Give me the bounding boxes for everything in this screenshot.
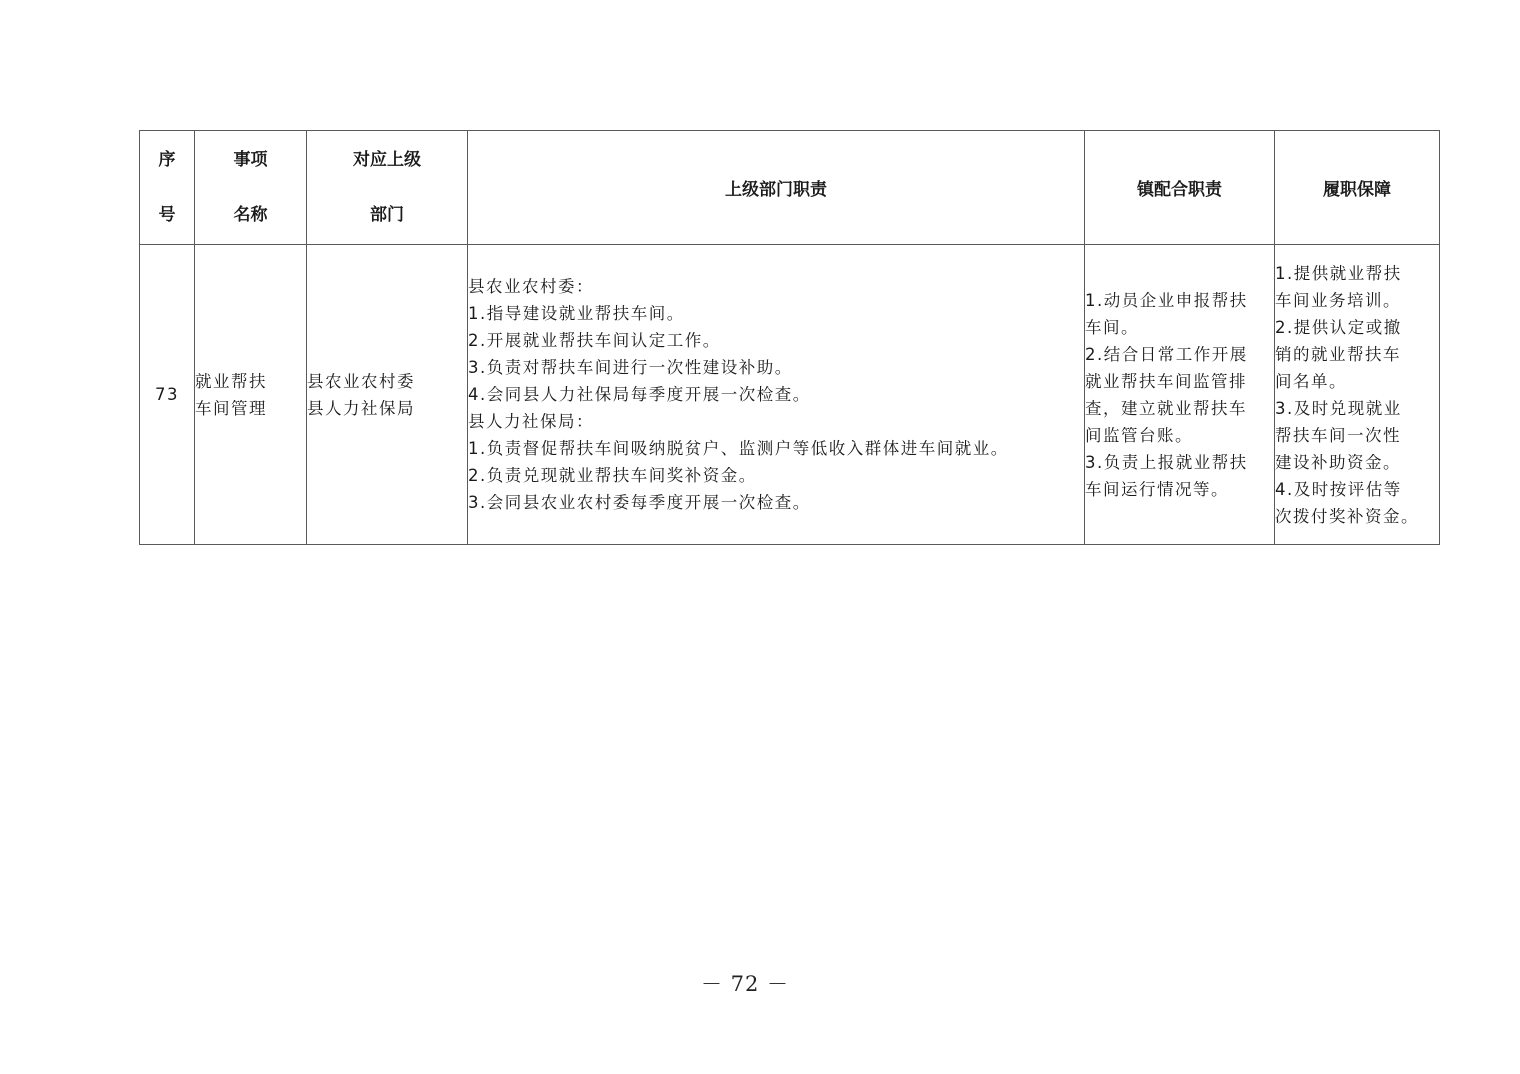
header-name [195, 131, 307, 245]
cell-dept-line-2: 县人力社保局 [307, 398, 415, 418]
guarantee-line: 2.提供认定或撤 [1275, 317, 1402, 337]
town-duty-line: 间监管台账。 [1085, 425, 1193, 445]
cell-name [195, 245, 307, 545]
header-no [140, 131, 195, 245]
cell-guarantee [1275, 245, 1440, 545]
header-dept-line-1: 对应上级 [353, 150, 421, 170]
header-dept [307, 131, 468, 245]
cell-upper-duty [468, 245, 1085, 545]
guarantee-line: 3.及时兑现就业 [1275, 398, 1402, 418]
town-duty-line: 查，建立就业帮扶车 [1085, 398, 1247, 418]
header-upper-duty: 上级部门职责 [468, 131, 1085, 245]
header-no-line-1: 序 [158, 150, 176, 170]
town-duty-line: 车间。 [1085, 317, 1139, 337]
guarantee-line: 销的就业帮扶车 [1275, 344, 1401, 364]
upper-duty-line: 3.负责对帮扶车间进行一次性建设补助。 [468, 358, 793, 377]
town-duty-line: 1.动员企业申报帮扶 [1085, 290, 1248, 310]
upper-duty-line: 2.开展就业帮扶车间认定工作。 [468, 331, 721, 350]
cell-name-line-2: 车间管理 [195, 398, 267, 418]
guarantee-line: 建设补助资金。 [1275, 452, 1401, 472]
upper-duty-line: 4.会同县人力社保局每季度开展一次检查。 [468, 385, 811, 404]
town-duty-line: 3.负责上报就业帮扶 [1085, 452, 1248, 472]
page-number: － 72 － [700, 972, 790, 996]
cell-dept [307, 245, 468, 545]
guarantee-line: 车间业务培训。 [1275, 290, 1401, 310]
header-dept-line-2: 部门 [370, 205, 404, 225]
upper-duty-line: 2.负责兑现就业帮扶车间奖补资金。 [468, 466, 757, 485]
upper-duty-line: 3.会同县农业农村委每季度开展一次检查。 [468, 493, 811, 512]
cell-dept-line-1: 县农业农村委 [307, 371, 415, 391]
header-no-line-2: 号 [158, 205, 176, 225]
town-duty-line: 车间运行情况等。 [1085, 479, 1229, 499]
guarantee-line: 次拨付奖补资金。 [1275, 506, 1419, 526]
upper-duty-line: 1.负责督促帮扶车间吸纳脱贫户、监测户等低收入群体进车间就业。 [468, 439, 1009, 458]
guarantee-line: 间名单。 [1275, 371, 1347, 391]
upper-duty-line: 县人力社保局： [468, 412, 594, 431]
cell-no: 73 [140, 245, 195, 545]
cell-town-duty [1085, 245, 1275, 545]
table-row [140, 245, 1440, 545]
duty-table-container [139, 130, 1439, 545]
header-town-duty: 镇配合职责 [1085, 131, 1275, 245]
upper-duty-line: 县农业农村委： [468, 277, 594, 296]
upper-duty-line: 1.指导建设就业帮扶车间。 [468, 304, 685, 323]
guarantee-line: 4.及时按评估等 [1275, 479, 1402, 499]
town-duty-line: 就业帮扶车间监管排 [1085, 371, 1247, 391]
table-header-row [140, 131, 1440, 245]
header-name-line-1: 事项 [233, 150, 268, 170]
header-name-line-2: 名称 [233, 205, 268, 225]
town-duty-line: 2.结合日常工作开展 [1085, 344, 1248, 364]
guarantee-line: 1.提供就业帮扶 [1275, 263, 1402, 283]
duty-table [139, 130, 1440, 545]
header-guarantee: 履职保障 [1275, 131, 1440, 245]
guarantee-line: 帮扶车间一次性 [1275, 425, 1401, 445]
cell-name-line-1: 就业帮扶 [195, 371, 267, 391]
